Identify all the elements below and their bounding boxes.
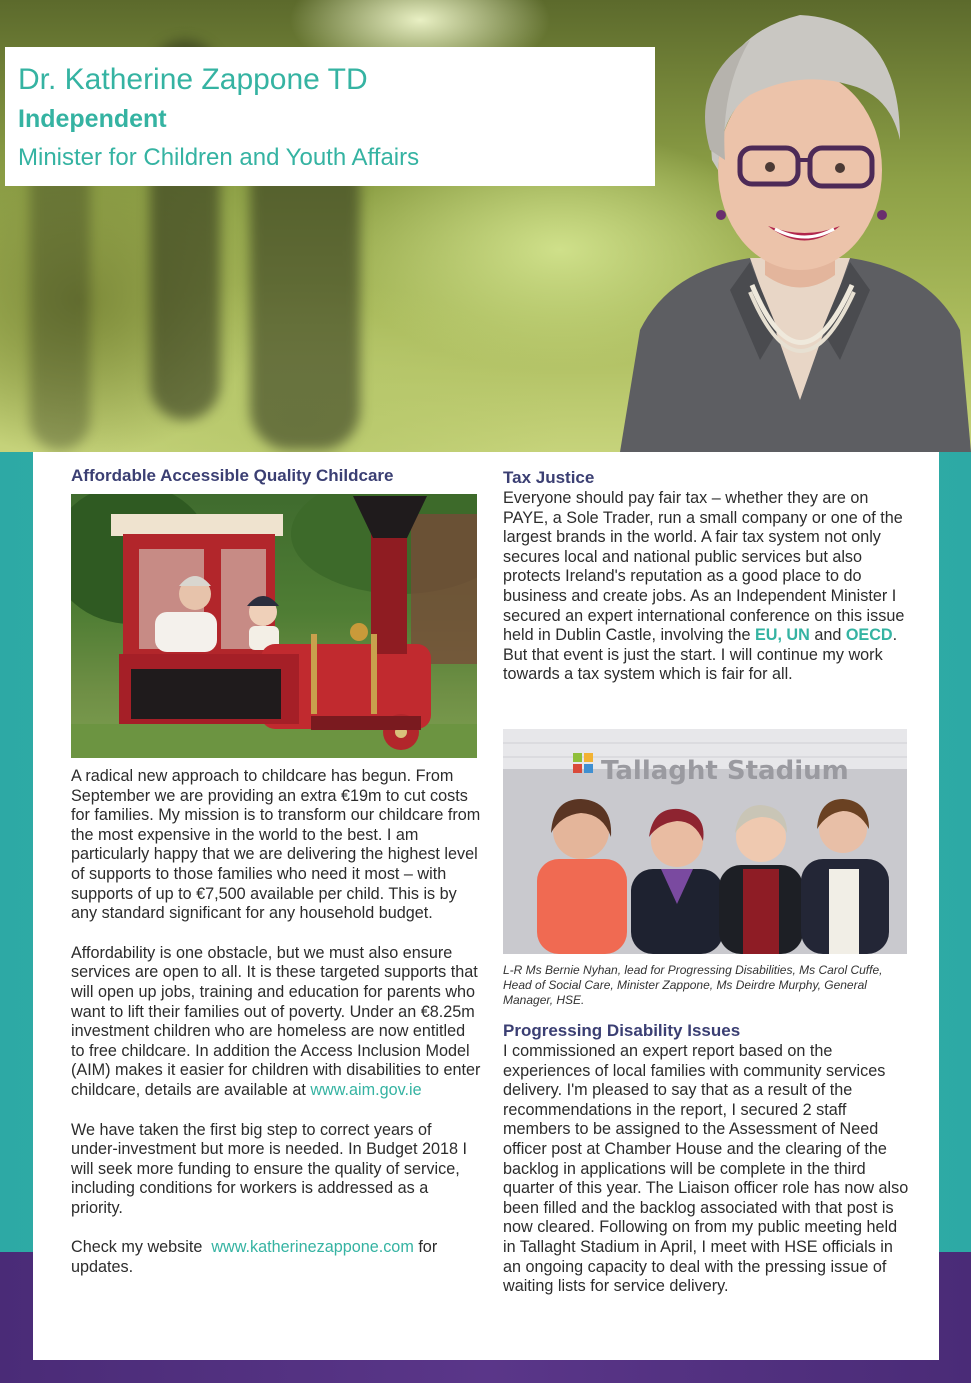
train-illustration [71,494,477,758]
childcare-body [71,767,481,1278]
childcare-para-1: A radical new approach to childcare has begun. From September we are providing an extra €19m to cut costs for families. My mission is to transform our childcare from the most expensive in the world to the best. I am particularly happy that we are delivering the highest level of supports to those families who need it most – with supports of up to €7,500 available per child. This is by any standard significant for any household budget. [71,767,481,923]
tax-text-b: . But that event is just the start. I will continue my work towards a tax system which is fair for all. [503,626,898,684]
candidate-portrait [600,0,971,452]
tax-and: and [814,626,842,645]
candidate-name: Dr. Katherine Zappone TD [18,63,368,96]
train-photo [71,494,477,758]
tax-justice-heading: Tax Justice [503,468,595,487]
childcare-para-4 [71,1238,481,1277]
candidate-party: Independent [18,105,167,133]
tax-justice-body [503,489,913,685]
tax-text-a: Everyone should pay fair tax – whether they are on PAYE, a Sole Trader, run a small company or one of the largest brands in the world. A fair tax system not only secures local and national public services but also protects Ireland's reputation as a good place to do business and create jobs. As an Independent Minister I secured an expert international conference on this issue held in Dublin Castle, involving the [503,489,905,645]
website-link[interactable]: www.katherinezappone.com [211,1238,414,1257]
hero-photo [0,0,971,452]
aim-link[interactable]: www.aim.gov.ie [310,1080,422,1099]
website-tail: for updates. [71,1238,438,1277]
disability-body: I commissioned an expert report based on the experiences of local families with community services delivery. I'm pleased to say that as a result of the recommendations in the report, I secured 2 staff members to be assigned to the Assessment of Need officer post at Chamber House and the clearing of the backlog in applications will be complete in the third quarter of this year. The Liaison officer role has now also been filled and the backlog associated with that post is now cleared. Following on from my public meeting held in Tallaght Stadium in April, I meet with HSE officials in an ongoing capacity to deal with the pressing issue of waiting lists for service delivery. [503,1042,909,1296]
candidate-role: Minister for Children and Youth Affairs [18,144,420,171]
disability-heading: Progressing Disability Issues [503,1021,741,1040]
website-prompt: Check my website [71,1238,203,1257]
childcare-heading: Affordable Accessible Quality Childcare [71,466,394,485]
title-box [5,47,655,186]
stadium-illustration [503,729,907,954]
photo-caption: L-R Ms Bernie Nyhan, lead for Progressing Disabilities, Ms Carol Cuffe, Head of Social Care, Minister Zappone, Ms Deirdre Murphy, General Manager, HSE. [503,963,883,1007]
content-panel [33,452,939,1360]
tax-highlight-eu-un: EU, UN [754,626,810,645]
tree-trunk [30,150,90,450]
childcare-para-2-text: Affordability is one obstacle, but we must also ensure services are open to all. It is these targeted supports that will open up jobs, training and education for parents who want to lift their families out of poverty. Under an €8.25m investment children who are homeless are now entitled to free childcare. In addition the Access Inclusion Model (AIM) makes it easier for children with disabilities to enter childcare, details are available at [71,943,481,1099]
tax-highlight-oecd: OECD [845,626,893,645]
childcare-para-3: We have taken the first big step to correct years of under-investment but more is needed. In Budget 2018 I will seek more funding to ensure the quality of service, including conditions for workers is addressed as a priority. [71,1120,467,1217]
childcare-para-2 [71,944,481,1101]
stadium-photo [503,729,907,954]
stadium-sign: Tallaght Stadium [601,756,849,786]
